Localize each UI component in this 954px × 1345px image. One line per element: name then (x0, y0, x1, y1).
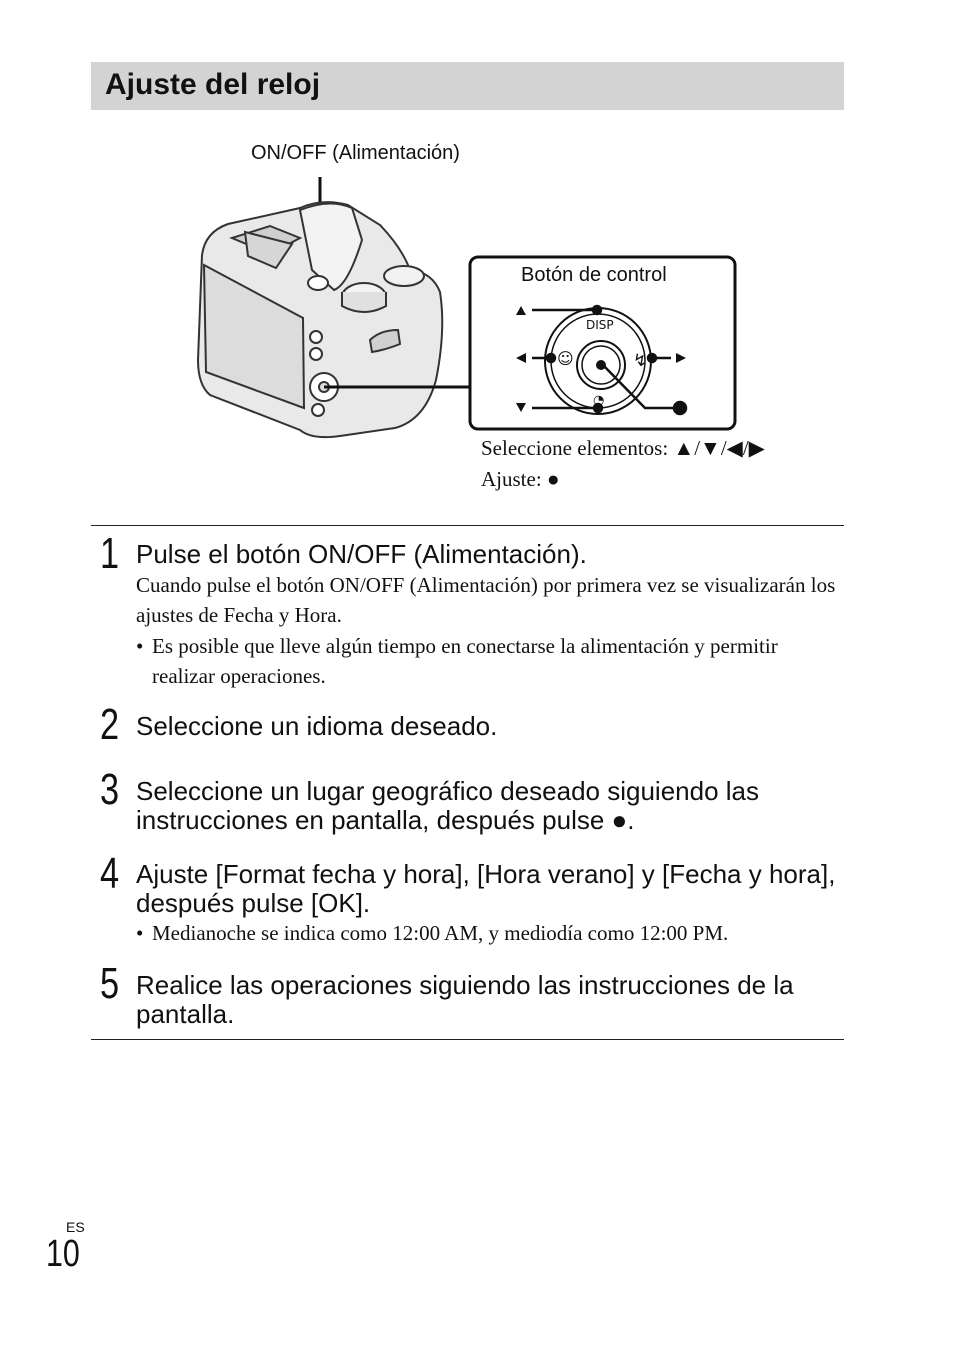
step-heading-1: Pulse el botón ON/OFF (Alimentación). (136, 539, 587, 569)
flash-icon: ↯ (633, 351, 648, 371)
step-bullet-1: • Es posible que lleve algún tiempo en conectarse la alimentación y permitir realizar operaciones. (136, 631, 842, 691)
step-bullet-4: • Medianoche se indica como 12:00 AM, y mediodía como 12:00 PM. (136, 918, 842, 948)
step-heading-4: Ajuste [Format fecha y hora], [Hora verano] y [Fecha y hora], después pulse [OK]. (136, 859, 836, 918)
self-timer-icon: ◔ (593, 393, 605, 408)
smile-icon: ☺ (557, 349, 574, 368)
step-number-4: 4 (100, 849, 120, 898)
camera-figure (0, 0, 954, 520)
step-body-1: Cuando pulse el botón ON/OFF (Alimentación) por primera vez se visualizarán los ajustes de Fecha y Hora. (136, 573, 836, 627)
camera-icon (198, 202, 442, 437)
top-divider (91, 525, 844, 526)
bottom-divider (91, 1039, 844, 1040)
language-code: ES (66, 1219, 85, 1235)
set-label: Ajuste: ● (481, 467, 560, 491)
step-heading-3: Seleccione un lugar geográfico deseado siguiendo las instrucciones en pantalla, después pulse ●. (136, 776, 759, 835)
control-label: Botón de control (521, 264, 667, 286)
step-heading-2: Seleccione un idioma deseado. (136, 711, 498, 741)
step-number-1: 1 (100, 529, 120, 578)
step-number-2: 2 (100, 700, 120, 749)
step-number-3: 3 (100, 765, 120, 814)
step-number-5: 5 (100, 959, 120, 1008)
step-heading-5: Realice las operaciones siguiendo las instrucciones de la pantalla. (136, 970, 794, 1029)
section-title: Ajuste del reloj (105, 68, 321, 101)
onoff-label: ON/OFF (Alimentación) (251, 142, 460, 164)
disp-label: DISP (586, 318, 614, 332)
page-number: 10 (46, 1233, 80, 1275)
select-items-label: Seleccione elementos: ▲/▼/◀/▶ (481, 436, 765, 460)
camera-illustration (0, 0, 954, 520)
